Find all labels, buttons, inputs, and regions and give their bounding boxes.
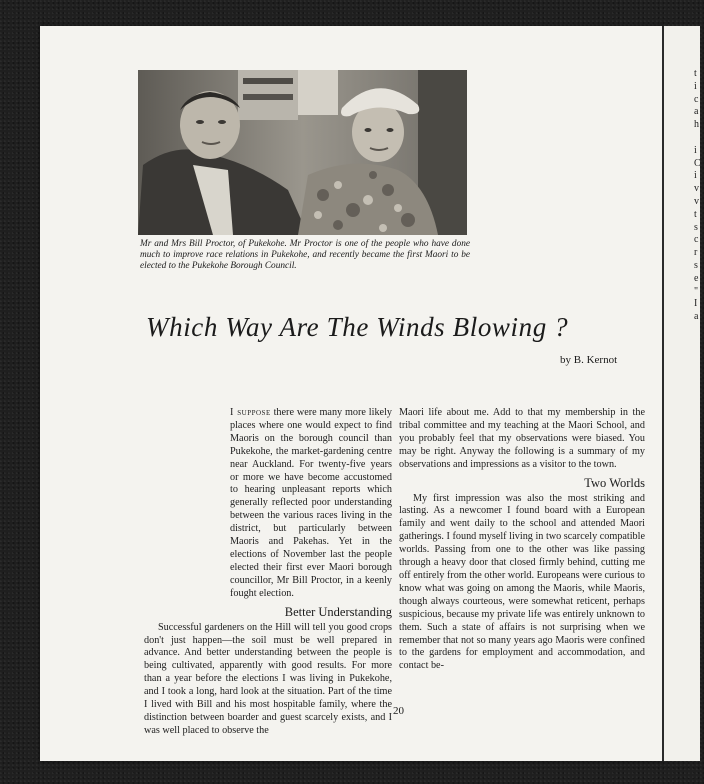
article-title: Which Way Are The Winds Blowing ? — [146, 312, 569, 342]
facing-page-edge — [664, 26, 700, 761]
article-column-1 — [144, 407, 392, 738]
facing-page-letter: h — [694, 119, 699, 131]
column2-paragraph-2: My first impression was also the most striking and lasting. As a newcomer I found board with a European family and went daily to the school and attended Maori gatherings. I found myself living in two scarcely compatible worlds. Passing from one to the other was like passing through a heavy door that closed firmly behind, cutting me off entirely from the other world. Europeans were curious to know what was going on among the Maoris, while Maoris, though always courteous, were somewhat reticent, perhaps suspicious, because my private life was entirely unknown to them. Such a state of affairs is not surprising when we remember that not so many years ago Maoris were confined to the gardens for employment and accommodation, and contact be- — [399, 492, 645, 672]
facing-page-letter: i — [694, 144, 697, 156]
subheading-better-understanding: Better Understanding — [284, 604, 392, 619]
facing-page-letter: s — [694, 259, 698, 271]
facing-page-letter: I — [694, 298, 698, 310]
opening-small-caps: I suppose — [230, 407, 271, 418]
facing-page-letter: t — [694, 208, 697, 220]
article-column-2 — [399, 407, 645, 673]
photo-caption: Mr and Mrs Bill Proctor, of Pukekohe. Mr Proctor is one of the people who have done much to improve race relations in Pukekohe, and recently became the first Maori to be elected to the Pukekohe Borough Council. — [140, 239, 470, 271]
facing-page-letter: i — [694, 170, 697, 182]
facing-page-letter — [694, 132, 704, 145]
page-number: 20 — [393, 705, 404, 717]
facing-page-letter: v — [694, 183, 699, 195]
subheading-two-worlds: Two Worlds — [584, 475, 645, 490]
column2-paragraph-1: Maori life about me. Add to that my membership in the tribal committee and my teaching at the Maori School, and you probably feel that my observations were biased. You may be right. Anyway the following is a summary of my observations and impressions as a visitor to the town. — [399, 407, 645, 470]
facing-page-letter: a — [694, 106, 699, 118]
facing-page-letter: e — [694, 272, 699, 284]
facing-page-letter: v — [694, 195, 699, 207]
facing-page-letter: C — [694, 157, 701, 169]
facing-page-letter: c — [694, 93, 699, 105]
facing-page-text-fragments — [694, 68, 704, 324]
photo-illustration — [138, 70, 467, 235]
column1-paragraph-1 — [144, 407, 392, 601]
facing-page-letter: c — [694, 234, 699, 246]
facing-page-letter: " — [694, 285, 699, 297]
column1-paragraph-2: Successful gardeners on the Hill will tell you good crops don't just happen—the soil must be well prepared in advance. And better understanding between the people is being cultivated, apparently with good results. For more than a year before the elections I was living in Pukekohe, and I took a long, hard look at the situation. Part of the time I lived with Bill and his most hospitable family, where the distinction between boarder and guest scarcely exists, and I was well placed to observe the — [144, 621, 392, 736]
facing-page-letter: s — [694, 221, 698, 233]
article-byline: by B. Kernot — [560, 354, 618, 366]
facing-page-letter: r — [694, 247, 698, 259]
portrait-photo — [138, 70, 467, 235]
facing-page-letter: t — [694, 68, 697, 79]
column1-paragraph-1-text: there were many more likely places where one would expect to find Maoris on the borough council than Pukekohe, the market-gardening centre near Auckland. For twenty-five years or more we have become accustomed to hearing unpleasant reports which generally reflected poor understanding between the various races living in the district, but particularly between Maoris and Pakehas. Yet in the elections of November last the people elected their first ever Maori borough councillor, Mr Bill Proctor, in a keenly fought election. — [230, 407, 393, 599]
facing-page-letter: a — [694, 311, 699, 323]
facing-page-letter: i — [694, 80, 697, 92]
